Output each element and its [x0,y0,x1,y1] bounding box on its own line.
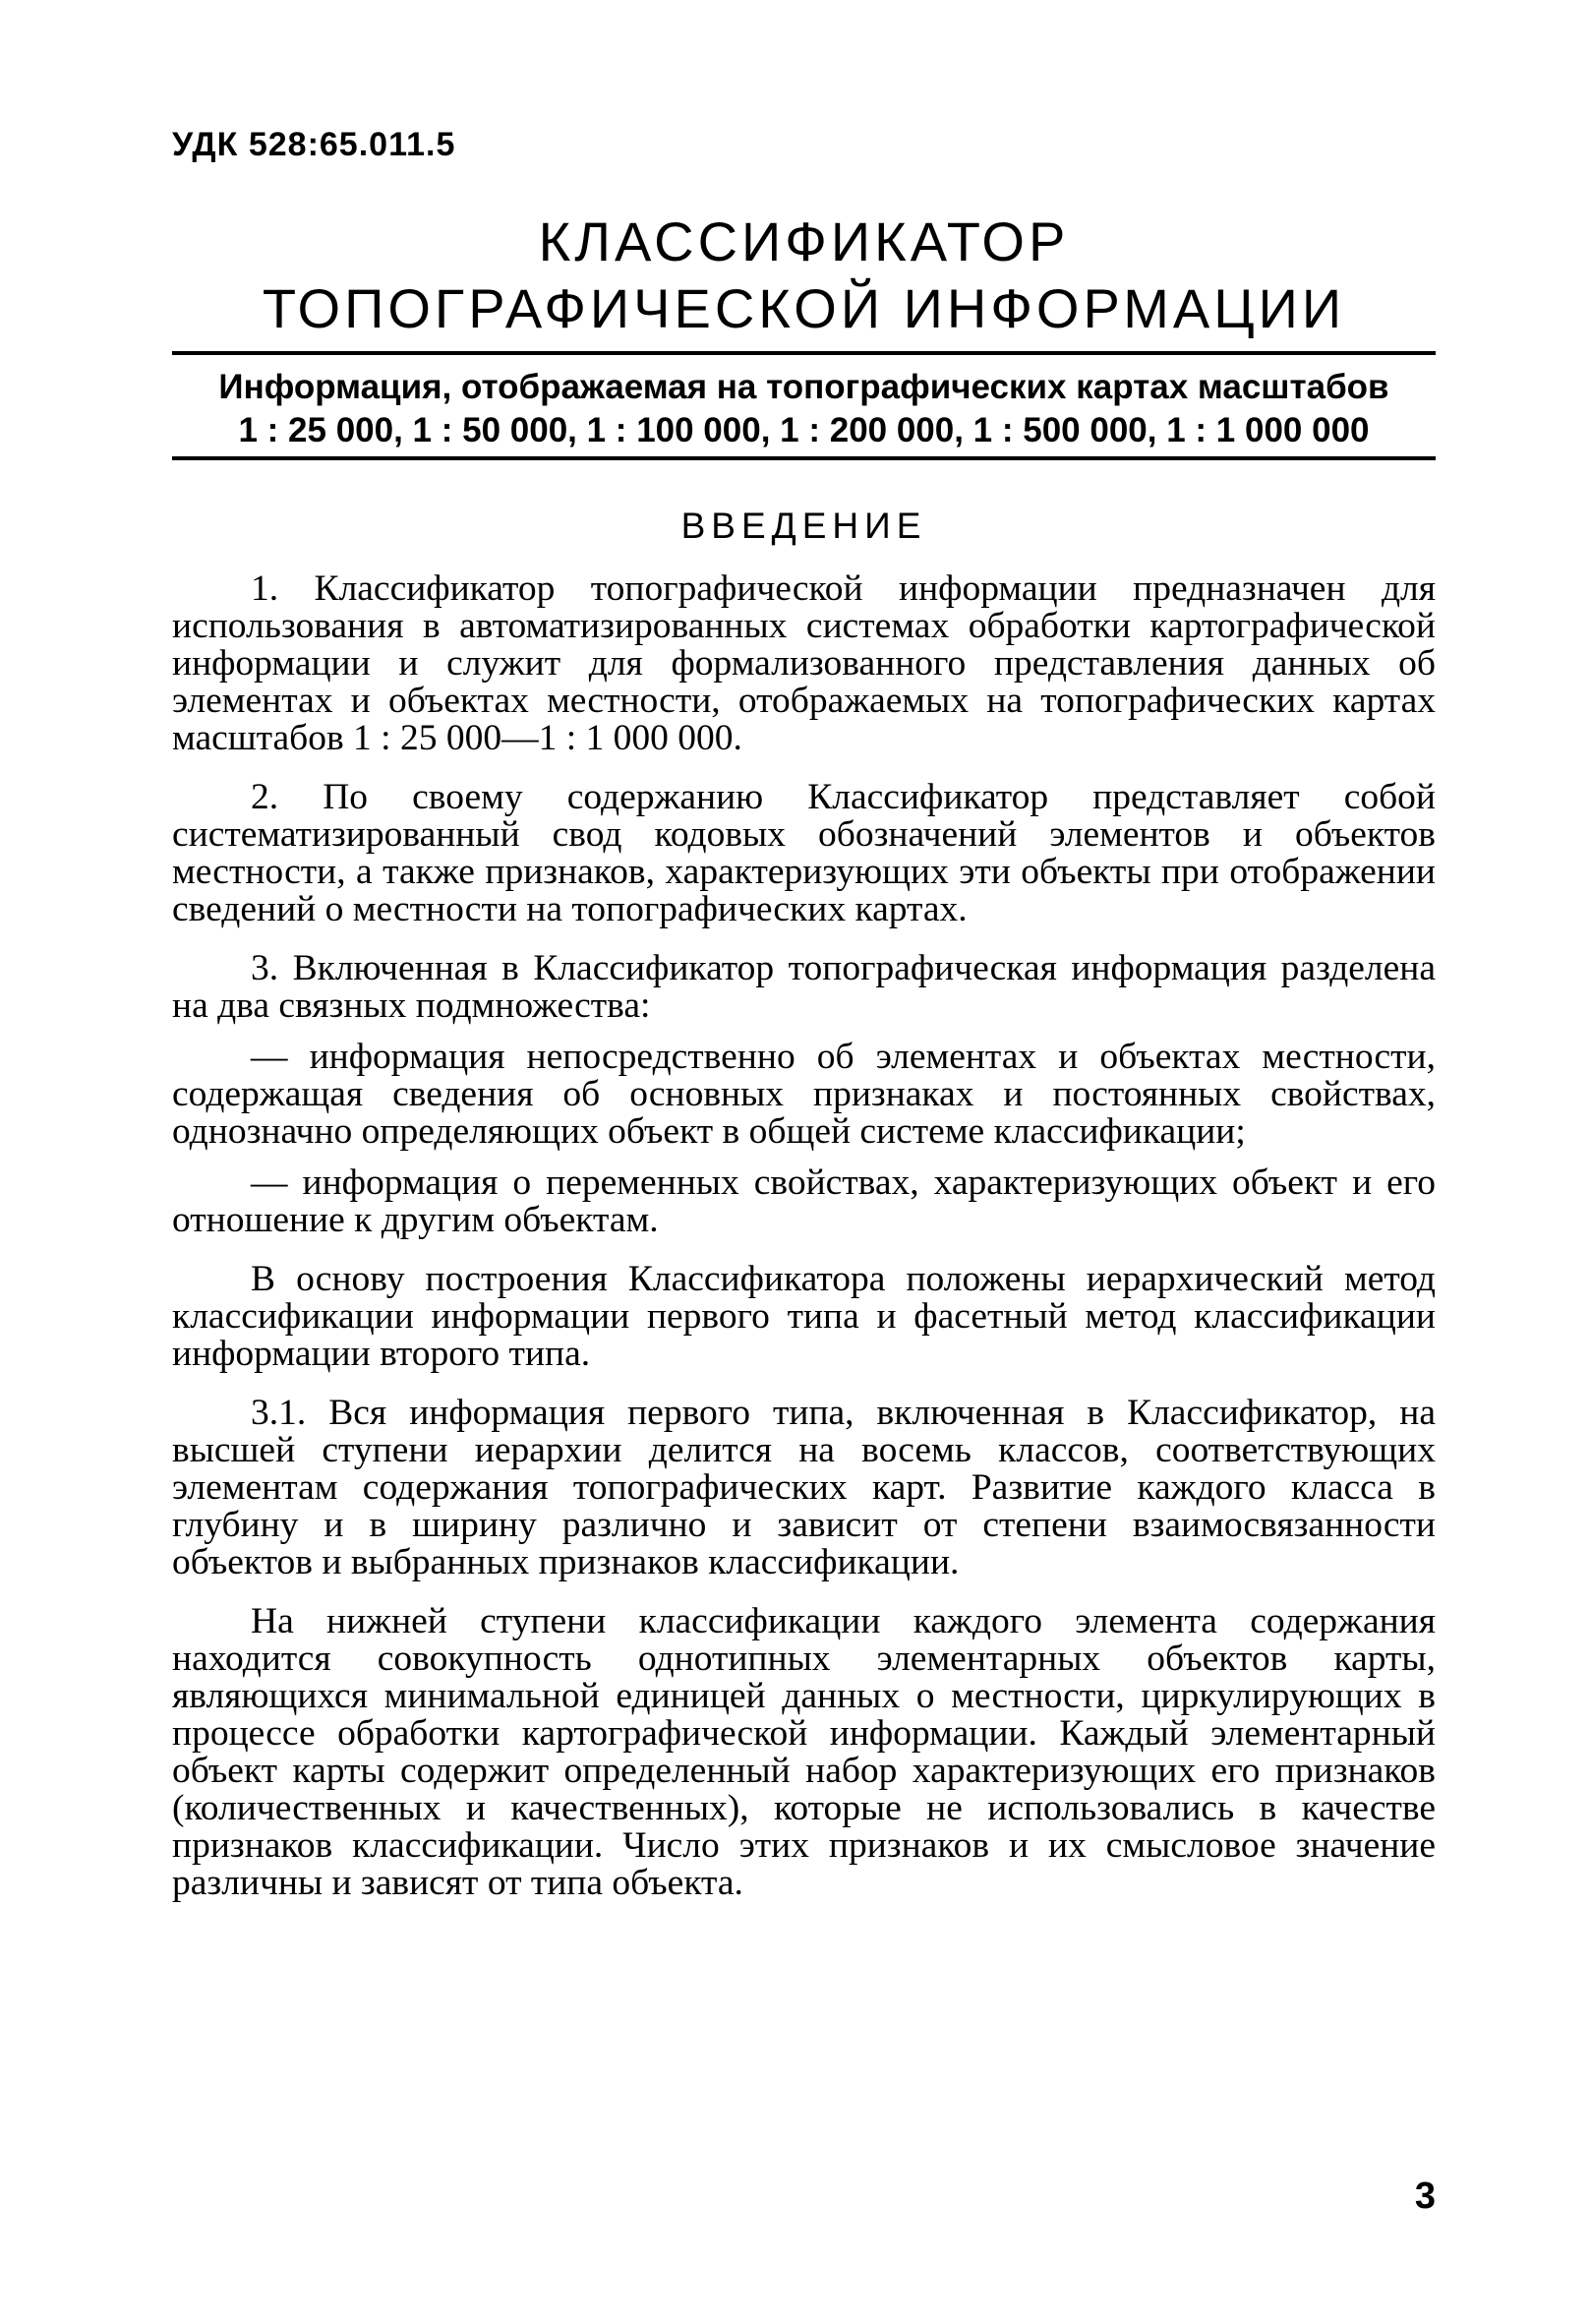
bottom-rule-divider [172,456,1436,460]
title-line-1: КЛАССИФИКАТОР [538,210,1070,272]
paragraph-3-dash-1: — информация непосредственно об элементах и объектах местности, содержащая сведения об основных признаках и постоянных свойствах, однозначно определяющих объект в общей системе классификации; [172,1037,1436,1152]
paragraph-3-dash-2: — информация о переменных свойствах, характеризующих объект и его отношение к другим объектам. [172,1162,1436,1240]
udk-code: УДК 528:65.011.5 [172,126,456,163]
paragraph-3-1-cont: На нижней ступени классификации каждого элемента содержания находится совокупность однотипных элементарных объектов карты, являющихся минимальной единицей данных о местности, циркулирующих в процессе обработки картографической информации. Каждый элементарный объект карты содержит определенный набор характеризующих его признаков (количественных и качественных), которые не использовались в качестве признаков классификации. Число этих признаков и их смысловое значение различны и зависят от типа объекта. [172,1601,1436,1903]
paragraph-3: 3. Включенная в Классификатор топографическая информация разделена на два связных подмножества: [172,948,1436,1026]
document-subtitle [172,366,1436,452]
subtitle-line-2: 1 : 25 000, 1 : 50 000, 1 : 100 000, 1 : 200 000, 1 : 500 000, 1 : 1 000 000 [238,411,1370,449]
top-rule-divider [172,351,1436,355]
section-body [172,570,1436,1924]
document-title [172,209,1436,342]
subtitle-line-1: Информация, отображаемая на топографических картах масштабов [218,368,1389,406]
page-number: 3 [1414,2175,1436,2217]
paragraph-2: 2. По своему содержанию Классификатор представляет собой систематизированный свод кодовых обозначений элементов и объектов местности, а также признаков, характеризующих эти объекты при отображении сведений о местности на топографических картах. [172,777,1436,929]
paragraph-3-note: В основу построения Классификатора положены иерархический метод классификации информации первого типа и фасетный метод классификации информации второго типа. [172,1259,1436,1374]
title-line-2: ТОПОГРАФИЧЕСКОЙ ИНФОРМАЦИИ [262,277,1346,339]
section-heading: ВВЕДЕНИЕ [680,506,927,546]
paragraph-3-1: 3.1. Вся информация первого типа, включенная в Классификатор, на высшей ступени иерархии делится на восемь классов, соответствующих элементам содержания топографических карт. Развитие каждого класса в глубину и в ширину различно и зависит от степени взаимосвязанности объектов и выбранных признаков классификации. [172,1393,1436,1582]
paragraph-1: 1. Классификатор топографической информации предназначен для использования в автоматизированных системах обработки картографической информации и служит для формализованного представления данных об элементах и объектах местности, отображаемых на топографических картах масштабов 1 : 25 000—1 : 1 000 000. [172,568,1436,758]
